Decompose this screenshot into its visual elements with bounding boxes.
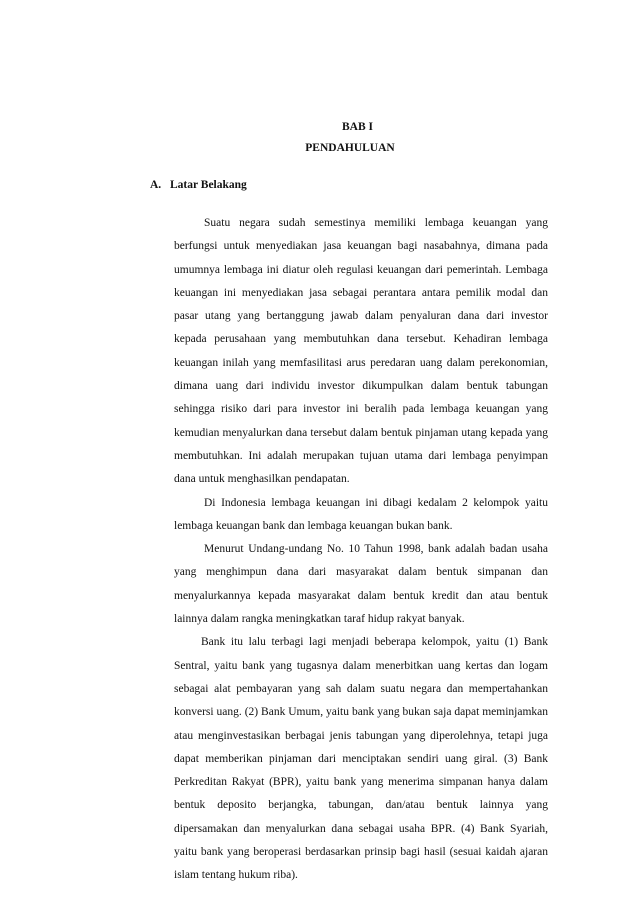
section-title: Latar Belakang (170, 179, 247, 191)
paragraph-definisi-bank: Menurut Undang-undang No. 10 Tahun 1998, bank adalah badan usaha yang menghimpun dana dari masyarakat dalam bentuk simpanan dan menyalurkannya kepada masyarakat dalam bentuk kredit dan atau bentuk lainnya dalam rangka meningkatkan taraf hidup rakyat banyak. (174, 543, 548, 626)
chapter-number: BAB I (342, 121, 373, 133)
chapter-title: PENDAHULUAN (305, 142, 395, 154)
section-heading (150, 179, 247, 191)
body-text (174, 212, 548, 888)
paragraph-jenis-bank: Bank itu lalu terbagi lagi menjadi beberapa kelompok, yaitu (1) Bank Sentral, yaitu bank yang tugasnya dalam menerbitkan uang kertas dan logam sebagai alat pembayaran yang sah dalam suatu negara dan mempertahankan konversi uang. (2) Bank Umum, yaitu bank yang bukan saja dapat meminjamkan atau menginvestasikan berbagai jenis tabungan yang diperolehnya, tetapi juga dapat memberikan pinjaman dari menciptakan sendiri uang giral. (3) Bank Perkreditan Rakyat (BPR), yaitu bank yang menerima simpanan hanya dalam bentuk deposito berjangka, tabungan, dan/atau bentuk lainnya yang dipersamakan dan menyalurkan dana sebagai usaha BPR. (4) Bank Syariah, yaitu bank yang beroperasi berdasarkan prinsip bagi hasil (sesuai kaidah ajaran islam tentang hukum riba). (174, 636, 548, 882)
section-letter: A. (150, 179, 162, 191)
paragraph-lembaga-keuangan: Suatu negara sudah semestinya memiliki lembaga keuangan yang berfungsi untuk menyediakan jasa keuangan bagi nasabahnya, dimana pada umumnya lembaga ini diatur oleh regulasi keuangan dari pemerintah. Lembaga keuangan ini menyediakan jasa sebagai perantara antara pemilik modal dan pasar utang yang bertanggung jawab dalam penyaluran dana dari investor kepada perusahaan yang membutuhkan dana tersebut. Kehadiran lembaga keuangan inilah yang memfasilitasi arus peredaran uang dalam perekonomian, dimana uang dari individu investor dikumpulkan dalam bentuk tabungan sehingga risiko dari para investor ini beralih pada lembaga keuangan yang kemudian menyalurkan dana tersebut dalam bentuk pinjaman utang kepada yang membutuhkan. Ini adalah merupakan tujuan utama dari lembaga penyimpan dana untuk menghasilkan pendapatan. (174, 217, 548, 486)
paragraph-kelompok-lembaga: Di Indonesia lembaga keuangan ini dibagi kedalam 2 kelompok yaitu lembaga keuangan bank dan lembaga keuangan bukan bank. (174, 496, 548, 532)
